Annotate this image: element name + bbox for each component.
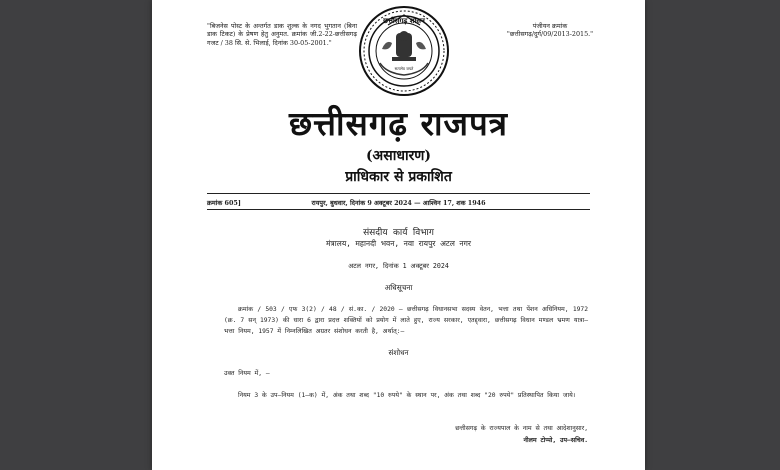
emblem-text: छत्तीसगढ़ शासन: [383, 16, 425, 25]
registration-block: [480, 22, 620, 39]
issue-date: रायपुर, बुधवार, दिनांक 9 अक्टूबर 2024 — आश्विन 17, शक 1946: [311, 199, 486, 207]
gazette-page: [152, 0, 645, 470]
notice-paragraph: क्रमांक / 503 / एफ 3(2) / 48 / सं.का. / 2020 — छत्तीसगढ़ विधानसभा सदस्य वेतन, भत्ता तथा पेंशन अधिनियम, 1972 (क्र. 7 सन् 1973) की धारा 6 द्वारा प्रदत्त शक्तियों को प्रयोग में लाते हुए, राज्य सरकार, एतद्द्वारा, छत्तीसगढ़ विधान मण्डल भ्रमण यात्रा–भत्ता नियम, 1957 में निम्नलिखित अग्रतर संशोधन करती है, अर्थात्:–: [224, 306, 588, 335]
rule-intro: उक्त नियम में, –: [224, 370, 270, 377]
registration-number: "छत्तीसगढ़/दुर्ग/09/2013-2015.": [506, 30, 594, 39]
bottom-rule: [207, 209, 590, 210]
notice-heading: अधिसूचना: [384, 283, 413, 292]
amendment-text: नियम 3 के उप–नियम (1–क) में, अंक तथा शब्द "10 रुपये" के स्थान पर, अंक तथा शब्द "20 रुपये" प्रतिस्थापित किया जाये।: [238, 392, 576, 399]
department-address: मंत्रालय, महानदी भवन, नवा रायपुर अटल नगर: [325, 239, 472, 248]
emblem-motto: सत्यमेव जयते: [394, 66, 414, 71]
amendment-heading: संशोधन: [388, 348, 409, 357]
place-date: अटल नगर, दिनांक 1 अक्टूबर 2024: [348, 262, 449, 270]
issue-number: क्रमांक 605]: [207, 199, 241, 207]
signatory: नीलम टोप्पो, उप–सचिव.: [523, 437, 588, 444]
order-line: छत्तीसगढ़ के राज्यपाल के नाम से तथा आदेशानुसार,: [455, 425, 588, 432]
postal-note: "बिजनेस पोस्ट के अन्तर्गत डाक शुल्क के नगद भुगतान (बिना डाक टिकट) के प्रेषण हेतु अनुमत. क्रमांक जी.2-22-छत्तीसगढ़ गजट / 38 सि. से. भिलाई, दिनांक 30-05-2001.": [207, 22, 357, 47]
gazette-masthead: छत्तीसगढ़ राजपत्र: [289, 104, 508, 143]
department-name: संसदीय कार्य विभाग: [363, 228, 434, 238]
top-rule: [207, 193, 590, 194]
authority-label: प्राधिकार से प्रकाशित: [345, 169, 452, 185]
registration-label: पंजीयन क्रमांक: [532, 22, 568, 30]
extraordinary-label: (असाधारण): [365, 148, 432, 164]
state-emblem-icon: [358, 5, 450, 97]
